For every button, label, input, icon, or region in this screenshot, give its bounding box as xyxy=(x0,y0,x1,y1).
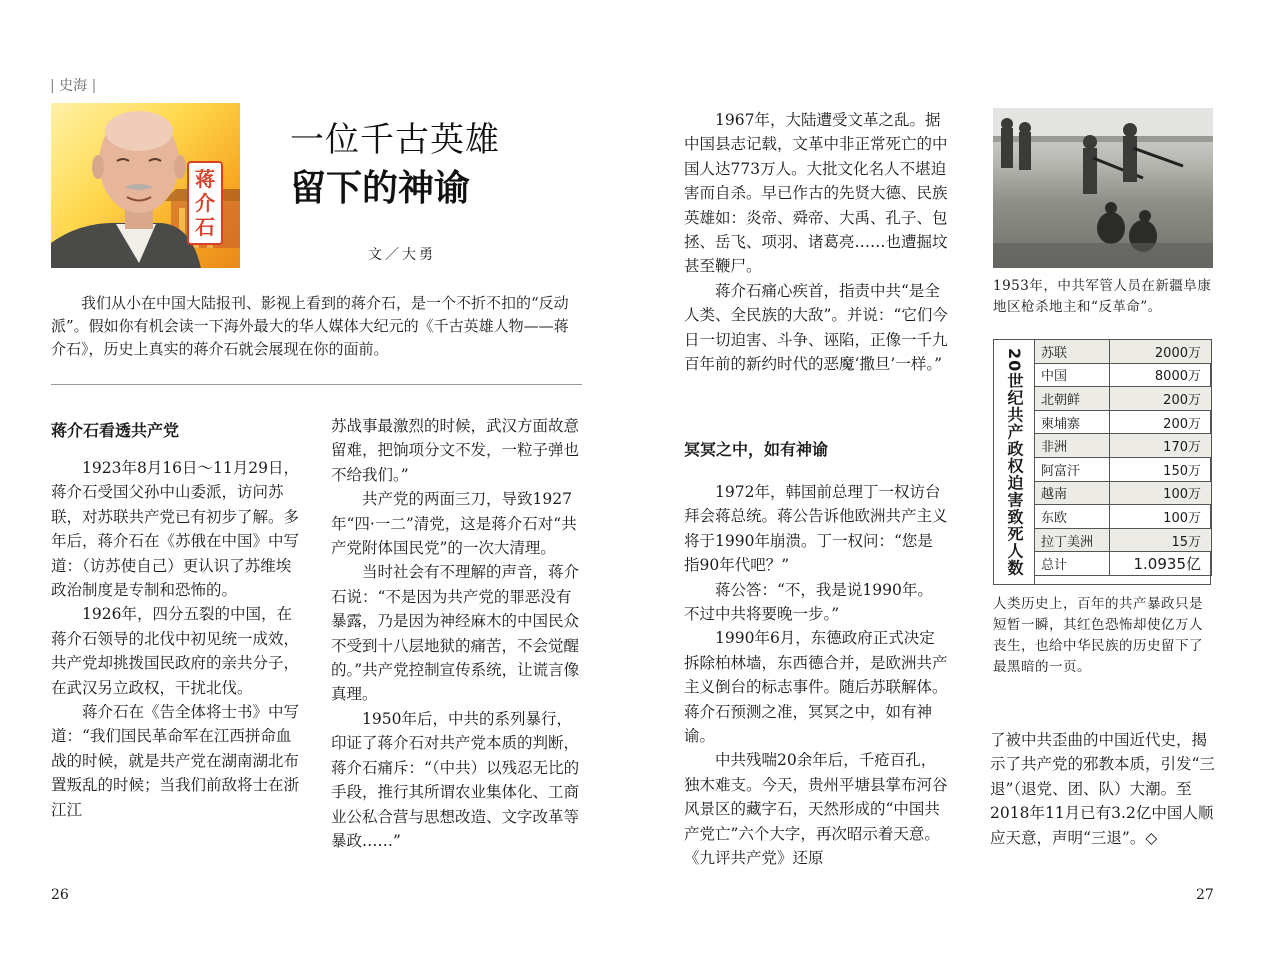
table-row xyxy=(1035,505,1212,529)
table-cell-count: 8000万 xyxy=(1110,363,1212,387)
col3-paragraph-3: 1972年，韩国前总理丁一权访台拜会蒋总统。蒋公告诉他欧洲共产主义将于1990年崩溃。丁一权问：“您是指90年代吧？” xyxy=(684,483,948,575)
table-cell-region: 柬埔寨 xyxy=(1035,410,1110,434)
column-3-bottom xyxy=(684,480,948,871)
col4-paragraph: 了被中共歪曲的中国近代史，揭示了共产党的邪教本质，引发“三退”（退党、团、队）大潮。至2018年11月已有3.2亿中国人顺应天意，声明“三退”。◇ xyxy=(990,731,1215,847)
col2-paragraph-2: 共产党的两面三刀，导致1927年“四·一二”清党，这是蒋介石对“共产党附体国民党”的一次大清理。 xyxy=(331,490,577,558)
table-row xyxy=(1035,528,1212,552)
table-cell-region: 越南 xyxy=(1035,481,1110,505)
page-number-left: 26 xyxy=(51,887,69,903)
portrait-image xyxy=(51,103,240,268)
execution-scene-icon xyxy=(993,108,1213,268)
col2-paragraph-4: 1950年后，中共的系列暴行，印证了蒋介石对共产党本质的判断，蒋介石痛斥：“（中共）以残忍无比的手段，推行其所谓农业集体化、工商业公私合营与思想改造、文字改革等暴政……” xyxy=(331,709,580,850)
table-cell-region: 总计 xyxy=(1035,552,1110,576)
table-cell-count: 170万 xyxy=(1110,434,1212,458)
table-cell-region: 中国 xyxy=(1035,363,1110,387)
section1-heading: 蒋介石看透共产党 xyxy=(51,421,180,440)
table-row xyxy=(1035,340,1212,364)
table-row xyxy=(1035,363,1212,387)
table-row xyxy=(1035,387,1212,411)
col3-paragraph-1: 1967年，大陆遭受文革之乱。据中国县志记载，文革中非正常死亡的中国人达773万人。大批文化名人不堪迫害而自杀。早已作古的先贤大德、民族英雄如：炎帝、舜帝、大禹、孔子、包拯、岳飞、项羽、诸葛亮……也遭掘坟甚至鞭尸。 xyxy=(684,111,948,276)
table-row xyxy=(1035,457,1212,481)
col3-paragraph-6: 中共残喘20余年后，千疮百孔，独木难支。今天，贵州平塘县掌布河谷风景区的藏字石，天然形成的“中国共产党亡”六个大字，再次昭示着天意。《九评共产党》还原 xyxy=(684,751,948,868)
table-row xyxy=(1035,481,1212,505)
intro-text: 我们从小在中国大陆报刊、影视上看到的蒋介石，是一个不折不扣的“反动派”。假如你有机会读一下海外最大的华人媒体大纪元的《千古英雄人物——蒋介石》，历史上真实的蒋介石就会展现在你的面前。 xyxy=(51,294,569,358)
table-row xyxy=(1035,434,1212,458)
col1-paragraph-1: 1923年8月16日～11月29日，蒋介石受国父孙中山委派，访问苏联，对苏联共产党已有初步了解。多年后，蒋介石在《苏俄在中国》中写道：（访苏使自己）更认识了苏维埃政治制度是专制和恐怖的。 xyxy=(51,459,300,600)
table-cell-region: 拉丁美洲 xyxy=(1035,528,1110,552)
table-cell-count: 150万 xyxy=(1110,457,1212,481)
historical-photo xyxy=(993,108,1213,268)
col3-paragraph-4: 蒋公答：“不，我是说1990年。不过中共将要晚一步。” xyxy=(684,580,933,624)
table-cell-region: 东欧 xyxy=(1035,505,1110,529)
table-cell-region: 北朝鲜 xyxy=(1035,387,1110,411)
table-cell-count: 15万 xyxy=(1110,528,1212,552)
title-line-1: 一位千古英雄 xyxy=(290,120,500,160)
col2-paragraph-1: 苏战事最激烈的时候，武汉方面故意留难，把饷项分文不发，一粒子弹也不给我们。” xyxy=(331,417,580,484)
table-cell-region: 阿富汗 xyxy=(1035,457,1110,481)
column-2 xyxy=(331,414,581,853)
table-row xyxy=(1035,552,1212,576)
table-cell-count: 100万 xyxy=(1110,481,1212,505)
column-1 xyxy=(51,456,299,822)
table-cell-region: 苏联 xyxy=(1035,340,1110,364)
section-tag-label: 史海 xyxy=(59,78,88,94)
portrait-name-seal: 蒋介石 xyxy=(187,161,223,245)
col1-paragraph-2: 1926年，四分五裂的中国，在蒋介石领导的北伐中初见统一成效，共产党却挑拨国民政府的亲共分子，在武汉另立政权，干扰北伐。 xyxy=(51,605,300,697)
table-cell-count: 2000万 xyxy=(1110,340,1212,364)
title-line-2: 留下的神谕 xyxy=(290,168,471,209)
section2-heading: 冥冥之中，如有神谕 xyxy=(684,440,829,459)
col3-paragraph-2: 蒋介石痛心疾首，指责中共“是全人类、全民族的大敌”。并说：“它们今日一切迫害、斗争、诬陷，正像一千九百年前的新约时代的恶魔‘撒旦’一样。” xyxy=(684,281,948,374)
table-cell-count: 1.0935亿 xyxy=(1110,552,1212,576)
table-caption: 人类历史上，百年的共产暴政只是短暂一瞬，其红色恐怖却使亿万人丧生，也给中华民族的历史留下了最黑暗的一页。 xyxy=(993,596,1203,675)
page-title xyxy=(290,118,590,214)
intro-paragraph xyxy=(51,292,581,361)
stats-table-box xyxy=(993,339,1211,585)
byline: 文／大勇 xyxy=(368,247,436,263)
photo-caption: 1953年，中共军管人员在新疆阜康地区枪杀地主和“反革命”。 xyxy=(993,278,1212,315)
table-cell-region: 非洲 xyxy=(1035,434,1110,458)
col1-paragraph-3: 蒋介石在《告全体将士书》中写道：“我们国民革命军在江西拼命血战的时候，就是共产党在湖南湖北布置叛乱的时候；当我们前敌将士在浙江江 xyxy=(51,703,300,819)
column-3-top xyxy=(684,108,948,376)
section-tag: | 史海 | xyxy=(50,78,97,94)
table-cell-count: 200万 xyxy=(1110,387,1212,411)
table-cell-count: 200万 xyxy=(1110,410,1212,434)
col2-paragraph-3: 当时社会有不理解的声音，蒋介石说：“不是因为共产党的罪恶没有暴露，乃是因为神经麻木的中国民众不受到十八层地狱的痛苦，不会觉醒的。”共产党控制宣传系统，让谎言像真理。 xyxy=(331,563,580,704)
table-row xyxy=(1035,410,1212,434)
divider xyxy=(51,384,582,385)
col3-paragraph-5: 1990年6月，东德政府正式决定拆除柏林墙，东西德合并，是欧洲共产主义倒台的标志事件。随后苏联解体。蒋介石预测之准，冥冥之中，如有神谕。 xyxy=(684,629,948,746)
column-4-bottom xyxy=(990,728,1216,850)
table-cell-count: 100万 xyxy=(1110,505,1212,529)
stats-table xyxy=(1034,339,1212,576)
stats-table-title: 20世纪共产政权迫害致死人数 xyxy=(994,340,1035,584)
page-number-right: 27 xyxy=(1196,887,1214,903)
